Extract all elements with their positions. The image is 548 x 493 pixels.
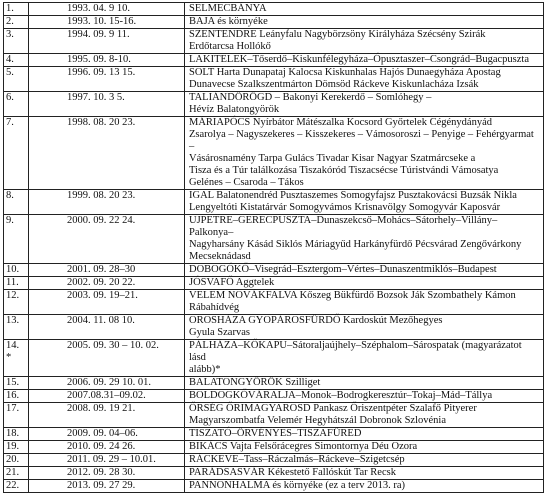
row-date: 2006. 09. 29 10. 01. <box>29 377 185 390</box>
row-description <box>185 377 544 390</box>
description-line: Lengyeltóti Kistatárvár Somogyvámos Krisnavölgy Somogyvár Kaposvár <box>189 202 501 213</box>
row-number: 9. <box>4 215 29 264</box>
table-row <box>4 277 544 290</box>
description-line: RÁCKEVE–Tass–Ráczalmás–Ráckeve–Szigetcsép <box>189 454 405 465</box>
description-line: PANNONHALMA és környéke (ez a terv 2013. ra) <box>189 480 405 491</box>
row-description <box>185 467 544 480</box>
table-row <box>4 480 544 493</box>
description-line: LAKITELEK–Tőserdő–Kiskunfélegyháza–Ópusztaszer–Csongrád–Bugacpuszta <box>189 54 529 65</box>
row-description <box>185 67 544 92</box>
row-description <box>185 390 544 403</box>
row-description <box>185 92 544 117</box>
description-line: JÓSVAFŐ Aggtelek <box>189 277 275 288</box>
table-row <box>4 67 544 92</box>
row-date: 1993. 10. 15-16. <box>29 16 185 29</box>
description-line: IGAL Balatonendréd Pusztaszemes Somogyfajsz Pusztakovácsi Buzsák Nikla <box>189 190 517 201</box>
table-row <box>4 403 544 428</box>
row-number: 6. <box>4 92 29 117</box>
table-row <box>4 3 544 16</box>
table-row <box>4 315 544 340</box>
events-table <box>3 2 544 493</box>
table-row <box>4 92 544 117</box>
row-description <box>185 215 544 264</box>
description-line: DOBOGÓKŐ–Visegrád–Esztergom–Vértes–Dunaszentmiklós–Budapest <box>189 264 497 275</box>
table-row <box>4 117 544 190</box>
row-number: 22. <box>4 480 29 493</box>
row-description <box>185 454 544 467</box>
row-number: 18. <box>4 428 29 441</box>
row-description <box>185 54 544 67</box>
table-row <box>4 215 544 264</box>
description-line: Zsarolya – Nagyszekeres – Kisszekeres – Vámosoroszi – Penyige – Fehérgyarmat – <box>189 129 534 152</box>
row-description <box>185 441 544 454</box>
row-date: 1993. 04. 9 10. <box>29 3 185 16</box>
table-row <box>4 16 544 29</box>
description-line: BIKÁCS Vajta Felsőrácegres Simontornya Déu Ozora <box>189 441 418 452</box>
table-row <box>4 454 544 467</box>
row-number: 14. * <box>4 340 29 377</box>
row-number: 19. <box>4 441 29 454</box>
row-description <box>185 16 544 29</box>
description-line: BOLDOGKŐVÁRALJA–Monok–Bodrogkeresztúr–Tokaj–Mád–Tállya <box>189 390 493 401</box>
table-row <box>4 54 544 67</box>
description-line: Vásárosnamény Tarpa Gulács Tivadar Kisar Nagyar Szatmárcseke a <box>189 153 476 164</box>
row-number: 7. <box>4 117 29 190</box>
row-description <box>185 403 544 428</box>
row-number: 1. <box>4 3 29 16</box>
row-number: 10. <box>4 264 29 277</box>
row-description <box>185 315 544 340</box>
description-line: Mecseknádasd <box>189 251 251 262</box>
description-line: PARÁDSASVÁR Kékestető Fallóskút Tar Recsk <box>189 467 396 478</box>
row-description <box>185 190 544 215</box>
row-date: 2005. 09. 30 – 10. 02. <box>29 340 185 377</box>
row-description <box>185 340 544 377</box>
description-line: Erdőtarcsa Hollókő <box>189 41 271 52</box>
row-date: 2003. 09. 19–21. <box>29 290 185 315</box>
description-line: PÁLHÁZA–KŐKAPU–Sátoraljaújhely–Széphalom–Sárospatak (magyarázatot lásd <box>189 340 522 363</box>
table-row <box>4 390 544 403</box>
table-row <box>4 264 544 277</box>
row-date: 2013. 09. 27 29. <box>29 480 185 493</box>
table-row <box>4 29 544 54</box>
row-description <box>185 277 544 290</box>
row-description <box>185 117 544 190</box>
table-row <box>4 340 544 377</box>
description-line: ŐRSÉG ŐRIMAGYAROSD Pankasz Őriszentpéter Szalafő Pityerer <box>189 403 477 414</box>
description-line: Magyarszombatfa Velemér Hegyhátszál Dobronok Szlovénia <box>189 415 446 426</box>
row-date: 2001. 09. 28–30 <box>29 264 185 277</box>
row-description <box>185 29 544 54</box>
row-number: 21. <box>4 467 29 480</box>
row-number: 17. <box>4 403 29 428</box>
description-line: BALATONGYÖRÖK Szilliget <box>189 377 321 388</box>
description-line: Gyula Szarvas <box>189 327 250 338</box>
table-row <box>4 467 544 480</box>
row-number: 15. <box>4 377 29 390</box>
row-date: 1998. 08. 20 23. <box>29 117 185 190</box>
row-date: 2007.08.31–09.02. <box>29 390 185 403</box>
row-date: 2012. 09. 28 30. <box>29 467 185 480</box>
table-row <box>4 428 544 441</box>
description-line: TISZATÓ–ÖRVÉNYES–TISZAFÜRED <box>189 428 362 439</box>
description-line: SELMECBÁNYA <box>189 3 267 14</box>
description-line: alább)* <box>189 364 221 375</box>
description-line: TALIÁNDÖRÖGD – Bakonyi Kerekerdő – Somlóhegy – <box>189 92 432 103</box>
description-line: OROSHÁZA GYOPÁROSFÜRDŐ Kardoskút Mezőhegyes <box>189 315 443 326</box>
row-date: 2009. 09. 04–06. <box>29 428 185 441</box>
row-date: 1997. 10. 3 5. <box>29 92 185 117</box>
row-number: 13. <box>4 315 29 340</box>
row-number: 11. <box>4 277 29 290</box>
row-description <box>185 290 544 315</box>
row-number: 4. <box>4 54 29 67</box>
description-line: UJPETRE–GERECPUSZTA–Dunaszekcső–Mohács–Sátorhely–Villány–Palkonya– <box>189 215 498 238</box>
description-line: Hévíz Balatongyörök <box>189 104 280 115</box>
table-row <box>4 290 544 315</box>
row-date: 2002. 09. 20 22. <box>29 277 185 290</box>
row-description <box>185 428 544 441</box>
row-date: 1996. 09. 13 15. <box>29 67 185 92</box>
description-line: Rábahídvég <box>189 302 240 313</box>
table-row <box>4 441 544 454</box>
table-row <box>4 190 544 215</box>
row-description <box>185 3 544 16</box>
row-description <box>185 264 544 277</box>
description-line: VELEM NOVÁKFALVA Kőszeg Bükfürdő Bozsok Ják Szombathely Kámon <box>189 290 516 301</box>
description-line: MÁRIAPÓCS Nyírbátor Mátészalka Kocsord Győrtelek Cégénydányád <box>189 117 492 128</box>
description-line: SZENTENDRE Leányfalu Nagybörzsöny Királyháza Szécsény Szirák <box>189 29 486 40</box>
row-date: 2000. 09. 22 24. <box>29 215 185 264</box>
row-number: 2. <box>4 16 29 29</box>
row-description <box>185 480 544 493</box>
description-line: BAJA és környéke <box>189 16 268 27</box>
description-line: Nagyharsány Kásád Siklós Máriagyűd Harkányfürdő Pécsvárad Zengővárkony <box>189 239 522 250</box>
description-line: SOLT Harta Dunapataj Kalocsa Kiskunhalas Hajós Dunaegyháza Apostag <box>189 67 501 78</box>
row-number: 16. <box>4 390 29 403</box>
row-date: 1999. 08. 20 23. <box>29 190 185 215</box>
description-line: Tisza és a Túr találkozása Tiszakóród Tiszacsécse Túristvándi Vámosatya <box>189 165 499 176</box>
row-number: 12. <box>4 290 29 315</box>
description-line: Dunavecse Szalkszentmárton Dömsöd Ráckeve Kiskunlacháza Izsák <box>189 79 479 90</box>
row-date: 1994. 09. 9 11. <box>29 29 185 54</box>
row-date: 2004. 11. 08 10. <box>29 315 185 340</box>
row-number: 3. <box>4 29 29 54</box>
table-row <box>4 377 544 390</box>
description-line: Gelénes – Csaroda – Tákos <box>189 177 304 188</box>
row-number: 5. <box>4 67 29 92</box>
row-number: 8. <box>4 190 29 215</box>
row-date: 2008. 09. 19 21. <box>29 403 185 428</box>
row-number: 20. <box>4 454 29 467</box>
row-date: 1995. 09. 8-10. <box>29 54 185 67</box>
row-date: 2011. 09. 29 – 10.01. <box>29 454 185 467</box>
row-date: 2010. 09. 24 26. <box>29 441 185 454</box>
